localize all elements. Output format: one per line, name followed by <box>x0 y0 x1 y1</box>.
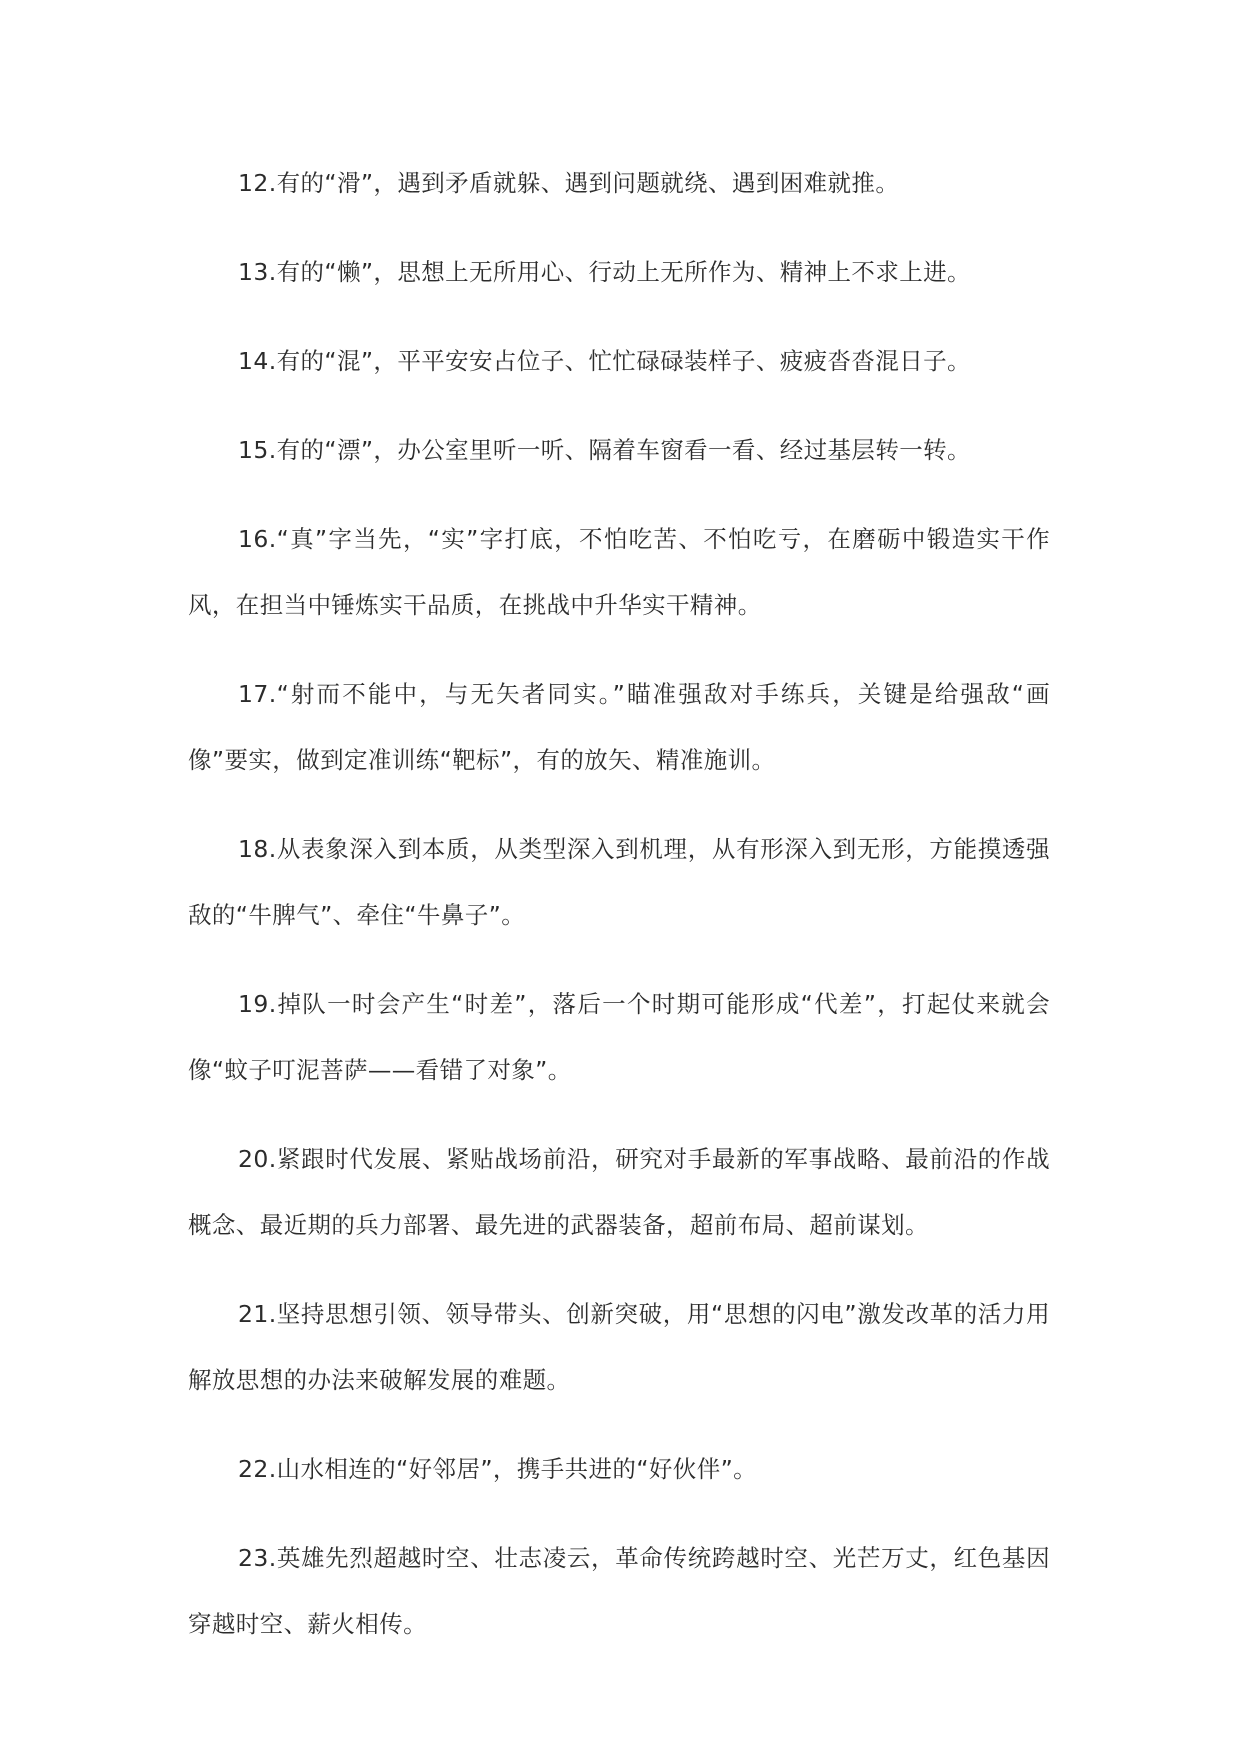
paragraph-13: 13.有的“懒”，思想上无所用心、行动上无所作为、精神上不求上进。 <box>238 258 971 286</box>
paragraph-12: 12.有的“滑”，遇到矛盾就躲、遇到问题就绕、遇到困难就推。 <box>238 169 900 197</box>
paragraph-14: 14.有的“混”，平平安安占位子、忙忙碌碌装样子、疲疲沓沓混日子。 <box>238 347 971 375</box>
document-body <box>188 150 1050 1680</box>
paragraph-16: 16.“真”字当先，“实”字打底，不怕吃苦、不怕吃亏，在磨砺中锻造实干作风，在担当中锤炼实干品质，在挑战中升华实干精神。 <box>188 525 1050 619</box>
paragraph-22: 22.山水相连的“好邻居”，携手共进的“好伙伴”。 <box>238 1455 758 1483</box>
paragraph-18: 18.从表象深入到本质，从类型深入到机理，从有形深入到无形，方能摸透强敌的“牛脾气”、牵住“牛鼻子”。 <box>188 835 1050 929</box>
paragraph-21: 21.坚持思想引领、领导带头、创新突破，用“思想的闪电”激发改革的活力用解放思想的办法来破解发展的难题。 <box>188 1300 1050 1394</box>
paragraph-17: 17.“射而不能中，与无矢者同实。”瞄准强敌对手练兵，关键是给强敌“画像”要实，做到定准训练“靶标”，有的放矢、精准施训。 <box>188 680 1050 774</box>
paragraph-23: 23.英雄先烈超越时空、壮志凌云，革命传统跨越时空、光芒万丈，红色基因穿越时空、薪火相传。 <box>188 1544 1050 1638</box>
paragraph-15: 15.有的“漂”，办公室里听一听、隔着车窗看一看、经过基层转一转。 <box>238 436 971 464</box>
paragraph-20: 20.紧跟时代发展、紧贴战场前沿，研究对手最新的军事战略、最前沿的作战概念、最近期的兵力部署、最先进的武器装备，超前布局、超前谋划。 <box>188 1145 1050 1239</box>
paragraph-19: 19.掉队一时会产生“时差”，落后一个时期可能形成“代差”，打起仗来就会像“蚊子叮泥菩萨——看错了对象”。 <box>188 990 1050 1084</box>
